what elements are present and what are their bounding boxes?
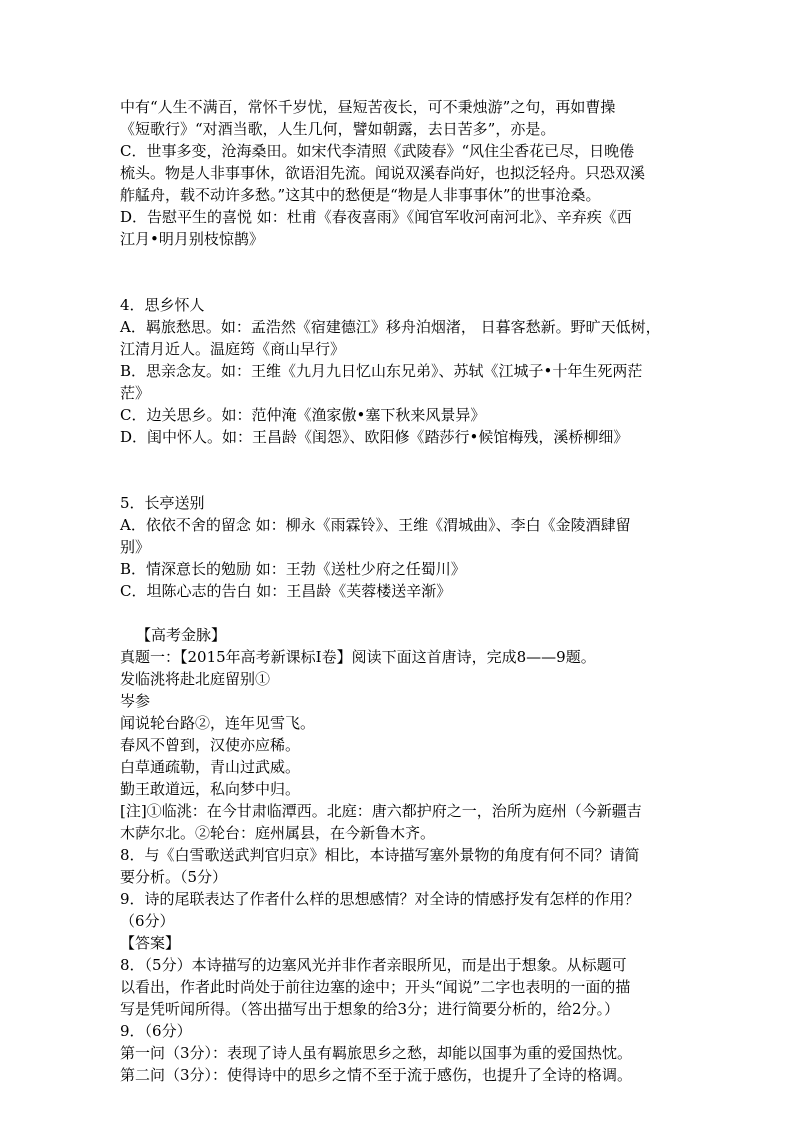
poem-line: 春风不曾到，汉使亦应稀。 <box>120 736 301 754</box>
text-line: D．告慰平生的喜悦 如：杜甫《春夜喜雨》《闻官军收河南河北》、辛弃疾《西 <box>120 208 632 226</box>
text-line: A．依依不舍的留念 如：柳永《雨霖铃》、王维《渭城曲》、李白《金陵酒肆留 <box>120 516 631 534</box>
note-line: [注]①临洮：在今甘肃临潭西。北庭：唐六都护府之一，治所为庭州（今新疆吉 <box>120 802 642 820</box>
answer-line: 8．（5分）本诗描写的边塞风光并非作者亲眼所见，而是出于想象。从标题可 <box>120 956 627 974</box>
text-line: 舴艋舟，载不动许多愁。”这其中的愁便是“物是人非事事休”的世事沧桑。 <box>120 186 601 204</box>
answer-line: 9．（6分） <box>120 1022 192 1040</box>
question-block <box>120 646 680 932</box>
question-title: 真题一：【2015年高考新课标Ⅰ卷】阅读下面这首唐诗，完成8——9题。 <box>120 648 596 666</box>
poem-line: 白草通疏勒，青山过武威。 <box>120 758 301 776</box>
section-heading: 5．长亭送别 <box>120 494 205 512</box>
part1-block <box>120 96 680 250</box>
answer-heading: 【答案】 <box>120 934 181 952</box>
text-line: 别》 <box>120 538 151 556</box>
text-line: 《短歌行》“对酒当歌，人生几何，譬如朝露，去日苦多”，亦是。 <box>120 120 556 138</box>
section-heading: 4．思乡怀人 <box>120 296 205 314</box>
text-line: 中有“人生不满百，常怀千岁忧，昼短苦夜长，可不秉烛游”之句，再如曹操 <box>120 98 616 116</box>
question-line: 要分析。（5分） <box>120 868 228 886</box>
answer-line: 第二问（3分）：使得诗中的思乡之情不至于流于感伤，也提升了全诗的格调。 <box>120 1066 633 1084</box>
text-line: 江月•明月别枝惊鹊》 <box>120 230 264 248</box>
answer-line: 写是凭听闻所得。（答出描写出于想象的给3分；进行简要分析的，给2分。） <box>120 1000 620 1018</box>
text-line: B．思亲念友。如：王维《九月九日忆山东兄弟》、苏轼《江城子•十年生死两茫 <box>120 362 643 380</box>
note-line: 木萨尔北。②轮台：庭州属县，在今新鲁木齐。 <box>120 824 436 842</box>
poem-line: 闻说轮台路②，连年见雪飞。 <box>120 714 316 732</box>
poem-line: 勤王敢道远，私向梦中归。 <box>120 780 301 798</box>
answer-block <box>120 954 680 1086</box>
document-page <box>120 96 680 1086</box>
poem-author: 岑参 <box>120 692 151 710</box>
text-line: B．情深意长的勉励 如：王勃《送杜少府之任蜀川》 <box>120 560 466 578</box>
section-5 <box>120 492 680 602</box>
text-line: C．世事多变，沧海桑田。如宋代李清照《武陵春》“风住尘香花已尽，日晚倦 <box>120 142 635 160</box>
text-line: 茫》 <box>120 384 151 402</box>
poem-title: 发临洮将赴北庭留别① <box>120 670 271 688</box>
text-line: D．闺中怀人。如：王昌龄《闺怨》、欧阳修《踏莎行•候馆梅残，溪桥柳细》 <box>120 428 629 446</box>
answer-line: 第一问（3分）：表现了诗人虽有羁旅思乡之愁，却能以国事为重的爱国热忱。 <box>120 1044 633 1062</box>
text-line: C．边关思乡。如：范仲淹《渔家傲•塞下秋来风景异》 <box>120 406 486 424</box>
answer-line: 以看出，作者此时尚处于前往边塞的途中；开头“闻说”二字也表明的一面的描 <box>120 978 631 996</box>
gaokao-heading: 【高考金脉】 <box>136 626 227 644</box>
question-line: （6分） <box>120 912 175 930</box>
text-line: 江清月近人。温庭筠《商山早行》 <box>120 340 346 358</box>
text-line: C．坦陈心志的告白 如：王昌龄《芙蓉楼送辛渐》 <box>120 582 452 600</box>
text-line: A．羁旅愁思。如：孟浩然《宿建德江》移舟泊烟渚， 日暮客愁新。野旷天低树， <box>120 318 661 336</box>
text-line: 梳头。物是人非事事休，欲语泪先流。闻说双溪春尚好，也拟泛轻舟。只恐双溪 <box>120 164 646 182</box>
question-line: 8．与《白雪歌送武判官归京》相比，本诗描写塞外景物的角度有何不同？请简 <box>120 846 640 864</box>
section-4 <box>120 294 680 448</box>
question-line: 9．诗的尾联表达了作者什么样的思想感情？对全诗的情感抒发有怎样的作用？ <box>120 890 640 908</box>
